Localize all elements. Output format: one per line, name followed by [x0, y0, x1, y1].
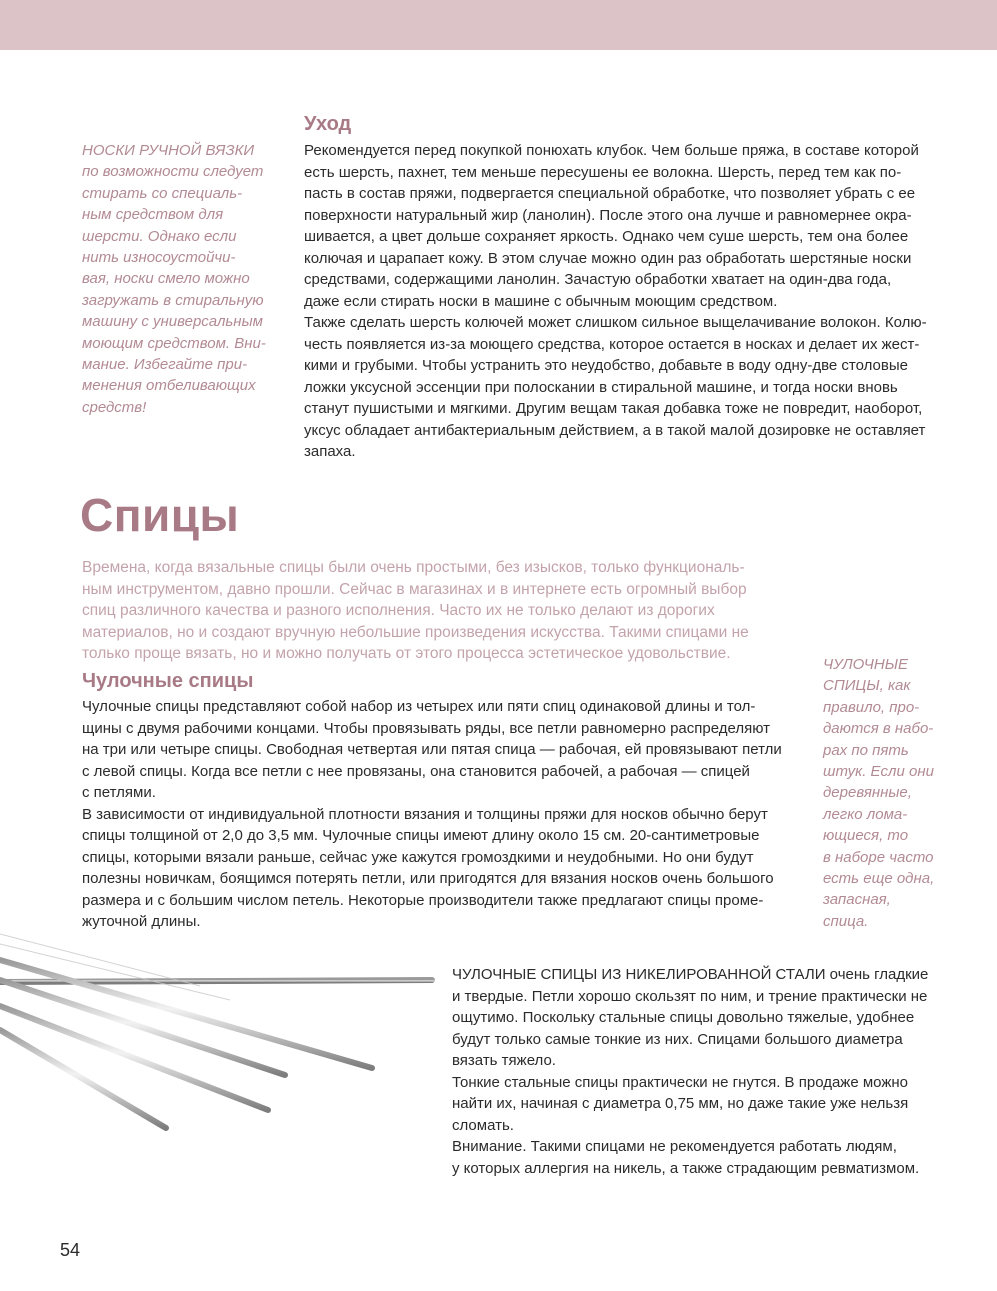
needle [0, 1030, 166, 1128]
care-heading: Уход [304, 113, 352, 135]
caption-paragraph-2 [452, 1072, 952, 1137]
text-line: с петлями. [82, 784, 156, 801]
knitting-needles-photo [0, 920, 440, 1140]
stocking-paragraph-1 [82, 696, 794, 804]
care-paragraph-1 [304, 140, 944, 312]
text-line: Тонкие стальные спицы практически не гнутся. В продаже можно [452, 1073, 908, 1091]
text-line: размера и с большим числом петель. Некоторые производители также предлагают спицы проме- [82, 891, 764, 909]
side-note-line: ЧУЛОЧНЫЕ [823, 656, 909, 673]
page-number: 54 [60, 1240, 81, 1260]
stocking-paragraph-2 [82, 804, 794, 933]
side-note-line: штук. Если они [823, 763, 934, 781]
text-line: Внимание. Такими спицами не рекомендуется работать людям, [452, 1138, 897, 1155]
side-note-line: НОСКИ РУЧНОЙ ВЯЗКИ [82, 142, 255, 159]
text-line: Чулочные спицы представляют собой набор из четырех или пяти спиц одинаковой длины и тол- [82, 698, 756, 715]
text-line: шивается, а цвет дольше сохраняет яркость. Однако чем суше шерсть, тем она более [304, 228, 909, 245]
stocking-needles-body [82, 696, 794, 933]
text-line: очень гладкие [825, 966, 929, 983]
text-line: честь появляется из-за моющего средства, которое остается в носках и делает их жест- [304, 335, 920, 353]
photo-caption [452, 964, 952, 1179]
side-note-line: стирать со специаль- [82, 184, 243, 202]
side-note-stocking-needles [823, 654, 963, 932]
side-note-line: правило, про- [823, 698, 920, 716]
text-line: В зависимости от индивидуальной плотности вязания и толщины пряжи для носков обычно берут [82, 805, 768, 823]
needle [0, 960, 372, 1068]
side-note-line: запасная, [823, 891, 891, 909]
care-body [304, 140, 944, 463]
text-line: будут только самые тонкие из них. Спицами большого диаметра [452, 1030, 903, 1048]
caption-caps: ЧУЛОЧНЫЕ СПИЦЫ ИЗ НИКЕЛИРОВАННОЙ СТАЛИ [452, 966, 826, 983]
caption-paragraph-3 [452, 1136, 952, 1179]
side-note-line: в наборе часто [823, 848, 934, 866]
side-note-line: нить износоустойчи- [82, 249, 236, 267]
text-line: жуточной длины. [82, 913, 201, 930]
text-line: поверхности натуральный жир (ланолин). После этого она лучше и равномернее окра- [304, 206, 912, 224]
text-line: щины с двумя рабочими концами. Чтобы провязывать ряды, все петли равномерно распределяют [82, 719, 771, 737]
side-note-line: загружать в стиральную [82, 291, 264, 309]
text-line: уксус обладает антибактериальным действием, а в такой малой дозировке не оставляет [304, 421, 926, 439]
side-note-line: СПИЦЫ, как [823, 677, 911, 695]
text-line: даже если стирать носки в машине с обычным моющим средством. [304, 292, 778, 310]
text-line: найти их, начиная с диаметра 0,75 мм, но даже такие уже нельзя [452, 1095, 909, 1112]
side-note-line: рах по пять [823, 741, 909, 759]
text-line: ложки уксусной эссенции при полоскании в стиральной машине, и тогда носки вновь [304, 378, 898, 396]
text-line: пасть в состав пряжи, подвергается специальной обработке, что позволяет убрать с ее [304, 185, 916, 202]
text-line: станут пушистыми и мягкими. Другим вещам такая добавка тоже не повредит, наоборот, [304, 400, 923, 417]
text-line: есть шерсть, пахнет, тем меньше пересушены ее волокна. Шерсть, перед тем как по- [304, 163, 902, 181]
side-note-line: моющим средством. Вни- [82, 334, 266, 352]
text-line: запаха. [304, 443, 356, 460]
side-note-line: есть еще одна, [823, 870, 935, 888]
text-line: колючая и царапает кожу. В этом случае можно один раз обработать шерстяные носки [304, 249, 912, 267]
text-line: Рекомендуется перед покупкой понюхать клубок. Чем больше пряжа, в составе которой [304, 142, 919, 159]
side-note-line: машину с универсальным [82, 313, 263, 331]
text-line: вязать тяжело. [452, 1052, 556, 1069]
side-note-line: вая, носки смело можно [82, 270, 250, 288]
side-note-line: даются в набо- [823, 720, 934, 738]
text-line: спицы, которыми вязали раньше, сейчас уже кажутся громоздкими и неудобными. Но они будут [82, 848, 754, 866]
intro-line: только проще вязать, но и можно получать от этого процесса эстетическое удовольствие. [82, 645, 731, 662]
side-note-line: спица. [823, 912, 869, 930]
intro-line: ным инструментом, давно прошли. Сейчас в магазинах и в интернете есть огромный выбор [82, 580, 747, 598]
text-line: ощутимо. Поскольку стальные спицы довольно тяжелые, удобнее [452, 1009, 915, 1026]
side-note-line: легко лома- [823, 805, 908, 823]
text-line: кими и грубыми. Чтобы устранить это неудобство, добавьте в воду одну-две столовые [304, 357, 908, 374]
intro-line: материалов, но и создают вручную небольшие произведения искусства. Такими спицами не [82, 623, 749, 641]
side-note-washing [82, 140, 282, 418]
stocking-needles-heading: Чулочные спицы [82, 670, 254, 692]
text-line: Также сделать шерсть колючей может слишком сильное выщелачивание волокон. Колю- [304, 314, 927, 331]
side-note-line: ющиеся, то [823, 827, 909, 845]
side-note-line: ным средством для [82, 206, 224, 224]
text-line: сломать. [452, 1116, 514, 1134]
side-note-line: мание. Избегайте при- [82, 356, 248, 374]
side-note-line: средств! [82, 398, 147, 416]
text-line: средствами, содержащими ланолин. Зачастую обработки хватает на один-два года, [304, 271, 892, 288]
side-note-line: шерсти. Однако если [82, 227, 237, 245]
text-line: и твердые. Петли хорошо скользят по ним, и трение практически не [452, 987, 928, 1005]
caption-paragraph-1 [452, 964, 952, 1072]
needles-heading: Спицы [80, 489, 240, 541]
text-line: с левой спицы. Когда все петли с нее провязаны, она становится рабочей, а рабочая — спицей [82, 762, 750, 780]
top-color-band [0, 0, 997, 50]
side-note-line: менения отбеливающих [82, 377, 256, 395]
side-note-line: деревянные, [823, 784, 912, 802]
text-line: спицы толщиной от 2,0 до 3,5 мм. Чулочные спицы имеют длину около 15 см. 20-сантиметровые [82, 827, 760, 844]
side-note-line: по возможности следует [82, 163, 264, 181]
intro-line: Времена, когда вязальные спицы были очень простыми, без изысков, только функциональ- [82, 559, 745, 576]
text-line: полезны новичкам, боящимся потерять петли, или пригодятся для вязания носков очень большого [82, 870, 774, 887]
text-line: у которых аллергия на никель, а также страдающим ревматизмом. [452, 1159, 920, 1177]
needles-intro [82, 557, 782, 665]
text-line: на три или четыре спицы. Свободная четвертая или пятая спица — рабочая, ей провязывают петли [82, 741, 782, 758]
intro-line: спиц различного качества и разного исполнения. Часто их не только делают из дорогих [82, 602, 715, 619]
care-paragraph-2 [304, 312, 944, 463]
